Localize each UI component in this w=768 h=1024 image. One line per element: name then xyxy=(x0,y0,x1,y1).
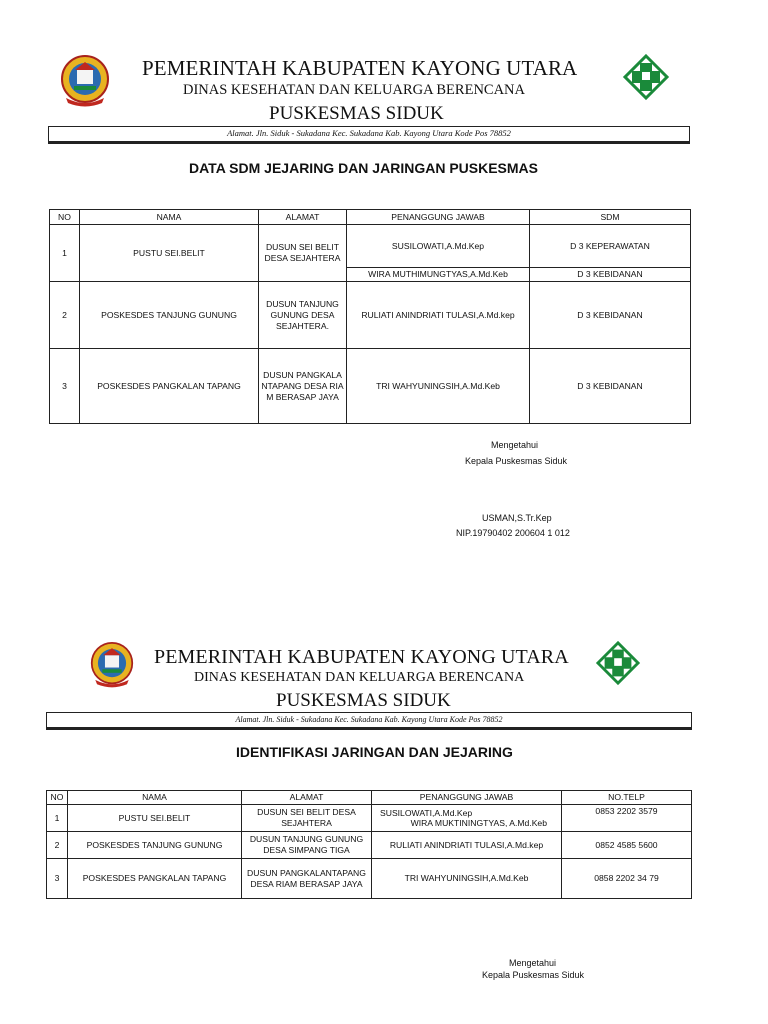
cell-no: 3 xyxy=(50,349,80,424)
cell-alamat: DUSUN SEI BELIT DESA SEJAHTERA xyxy=(242,805,372,832)
cell-no-telp: 0853 2202 3579 xyxy=(562,805,692,832)
cell-alamat: DUSUN PANGKALANTAPANG DESA RIAM BERASAP JAYA xyxy=(242,859,372,899)
address-text: Alamat. Jln. Siduk - Sukadana Kec. Sukadana Kab. Kayong Utara Kode Pos 78852 xyxy=(235,715,503,724)
col-header-no-telp: NO.TELP xyxy=(562,791,692,805)
cell-sdm: D 3 KEBIDANAN xyxy=(530,282,691,349)
address-bar xyxy=(48,126,690,144)
puskesmas-logo-icon xyxy=(596,641,640,685)
cell-nama: PUSTU SEI.BELIT xyxy=(80,225,259,282)
cell-nama: POSKESDES TANJUNG GUNUNG xyxy=(80,282,259,349)
cell-nama: POSKESDES PANGKALAN TAPANG xyxy=(80,349,259,424)
table-row xyxy=(50,225,691,268)
doc2-title: IDENTIFIKASI JARINGAN DAN JEJARING xyxy=(236,744,513,760)
cell-alamat: DUSUN TANJUNG GUNUNG DESA SIMPANG TIGA xyxy=(242,832,372,859)
col-header-alamat: ALAMAT xyxy=(242,791,372,805)
letterhead-subtitle: DINAS KESEHATAN DAN KELUARGA BERENCANA xyxy=(194,670,525,685)
letterhead-title: PEMERINTAH KABUPATEN KAYONG UTARA xyxy=(142,56,578,80)
col-header-alamat: ALAMAT xyxy=(259,210,347,225)
letterhead-subtitle: DINAS KESEHATAN DAN KELUARGA BERENCANA xyxy=(183,82,526,98)
cell-alamat: DUSUN SEI BELIT DESA SEJAHTERA xyxy=(259,225,347,282)
sdm-table xyxy=(49,209,691,424)
signature-position: Kepala Puskesmas Siduk xyxy=(465,456,568,466)
kayong-utara-regency-emblem-icon xyxy=(60,54,110,106)
kayong-utara-regency-emblem-icon xyxy=(90,641,134,687)
signature-position: Kepala Puskesmas Siduk xyxy=(482,970,585,980)
signature-acknowledged: Mengetahui xyxy=(509,958,557,968)
col-header-sdm: SDM xyxy=(530,210,691,225)
letterhead-unit: PUSKESMAS SIDUK xyxy=(276,690,451,711)
col-header-no: NO xyxy=(47,791,68,805)
col-header-penanggung-jawab: PENANGGUNG JAWAB xyxy=(347,210,530,225)
cell-alamat: DUSUN TANJUNG GUNUNG DESA SEJAHTERA. xyxy=(259,282,347,349)
cell-no: 3 xyxy=(47,859,68,899)
cell-nama: POSKESDES TANJUNG GUNUNG xyxy=(68,832,242,859)
cell-nama: PUSTU SEI.BELIT xyxy=(68,805,242,832)
address-bar xyxy=(46,712,692,730)
cell-nama: POSKESDES PANGKALAN TAPANG xyxy=(68,859,242,899)
cell-no-telp: 0858 2202 34 79 xyxy=(562,859,692,899)
table-row xyxy=(50,282,691,349)
puskesmas-logo-icon xyxy=(623,54,669,100)
table-header-row xyxy=(50,210,691,225)
signature-nip: NIP.19790402 200604 1 012 xyxy=(456,528,570,538)
cell-sdm: D 3 KEPERAWATAN xyxy=(530,225,691,268)
doc1-title: DATA SDM JEJARING DAN JARINGAN PUSKESMAS xyxy=(189,160,538,176)
col-header-penanggung-jawab: PENANGGUNG JAWAB xyxy=(372,791,562,805)
cell-penanggung-jawab: SUSILOWATI,A.Md.Kep xyxy=(347,225,530,268)
cell-no: 2 xyxy=(50,282,80,349)
col-header-no: NO xyxy=(50,210,80,225)
cell-sdm: D 3 KEBIDANAN xyxy=(530,268,691,282)
address-text: Alamat. Jln. Siduk - Sukadana Kec. Sukadana Kab. Kayong Utara Kode Pos 78852 xyxy=(227,128,511,138)
cell-penanggung-jawab: WIRA MUTHIMUNGTYAS,A.Md.Keb xyxy=(347,268,530,282)
pj-line: WIRA MUKTININGTYAS, A.Md.Keb xyxy=(410,818,547,828)
cell-penanggung-jawab: TRI WAHYUNINGSIH,A.Md.Keb xyxy=(347,349,530,424)
pj-line: SUSILOWATI,A.Md.Kep xyxy=(380,808,473,818)
signature-acknowledged: Mengetahui xyxy=(491,440,539,450)
table-header-row xyxy=(47,791,692,805)
network-table xyxy=(46,790,692,899)
cell-penanggung-jawab: RULIATI ANINDRIATI TULASI,A.Md.kep xyxy=(372,832,562,859)
cell-no: 1 xyxy=(50,225,80,282)
cell-no: 2 xyxy=(47,832,68,859)
col-header-nama: NAMA xyxy=(68,791,242,805)
table-row xyxy=(50,349,691,424)
cell-no-telp: 0852 4585 5600 xyxy=(562,832,692,859)
cell-penanggung-jawab xyxy=(372,805,562,832)
letterhead-title: PEMERINTAH KABUPATEN KAYONG UTARA xyxy=(154,646,569,668)
cell-penanggung-jawab: RULIATI ANINDRIATI TULASI,A.Md.kep xyxy=(347,282,530,349)
table-row xyxy=(47,805,692,832)
signature-name: USMAN,S.Tr.Kep xyxy=(482,513,552,523)
table-row xyxy=(47,859,692,899)
cell-penanggung-jawab: TRI WAHYUNINGSIH,A.Md.Keb xyxy=(372,859,562,899)
table-row xyxy=(47,832,692,859)
cell-sdm: D 3 KEBIDANAN xyxy=(530,349,691,424)
cell-no: 1 xyxy=(47,805,68,832)
col-header-nama: NAMA xyxy=(80,210,259,225)
letterhead-unit: PUSKESMAS SIDUK xyxy=(269,103,444,124)
cell-alamat: DUSUN PANGKALANTAPANG DESA RIAM BERASAP JAYA xyxy=(259,349,347,424)
